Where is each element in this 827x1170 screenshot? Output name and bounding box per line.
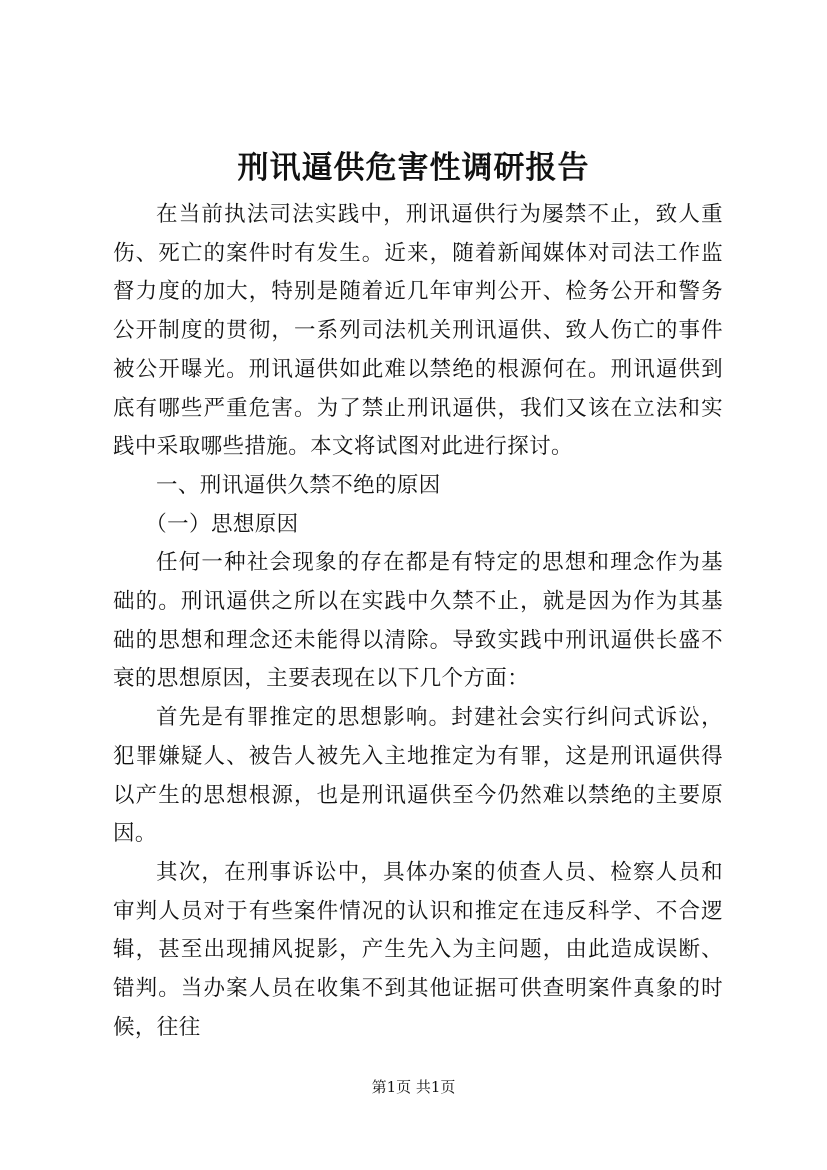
document-title: 刑讯逼供危害性调研报告 [237, 150, 590, 186]
paragraph-intro: 在当前执法司法实践中，刑讯逼供行为屡禁不止，致人重伤、死亡的案件时有发生。近来，随着新闻媒体对司法工作监督力度的加大，特别是随着近几年审判公开、检务公开和警务公开制度的贯彻，一系列司法机关刑讯逼供、致人伤亡的事件被公开曝光。刑讯逼供如此难以禁绝的根源何在。刑讯逼供到底有哪些严重危害。为了禁止刑讯逼供，我们又该在立法和实践中采取哪些措施。本文将试图对此进行探讨。 [113, 202, 723, 460]
page-number: 第1页 共1页 [371, 1078, 456, 1096]
paragraph-ideology: 任何一种社会现象的存在都是有特定的思想和理念作为基础的。刑讯逼供之所以在实践中久禁不止，就是因为作为其基础的思想和理念还未能得以清除。导致实践中刑讯逼供长盛不衰的思想原因，主要表现在以下几个方面： [113, 550, 723, 692]
document-body [113, 196, 723, 1047]
paragraph-second: 其次，在刑事诉讼中，具体办案的侦查人员、检察人员和审判人员对于有些案件情况的认识和推定在违反科学、不合逻辑，甚至出现捕风捉影，产生先入为主问题，由此造成误断、错判。当办案人员在收集不到其他证据可供查明案件真象的时候，往往 [113, 859, 723, 1040]
section-heading: 一、刑讯逼供久禁不绝的原因 [156, 472, 441, 498]
subsection-heading: （一）思想原因 [145, 511, 299, 537]
paragraph-first: 首先是有罪推定的思想影响。封建社会实行纠问式诉讼，犯罪嫌疑人、被告人被先入主地推定为有罪，这是刑讯逼供得以产生的思想根源，也是刑讯逼供至今仍然难以禁绝的主要原因。 [113, 705, 723, 847]
